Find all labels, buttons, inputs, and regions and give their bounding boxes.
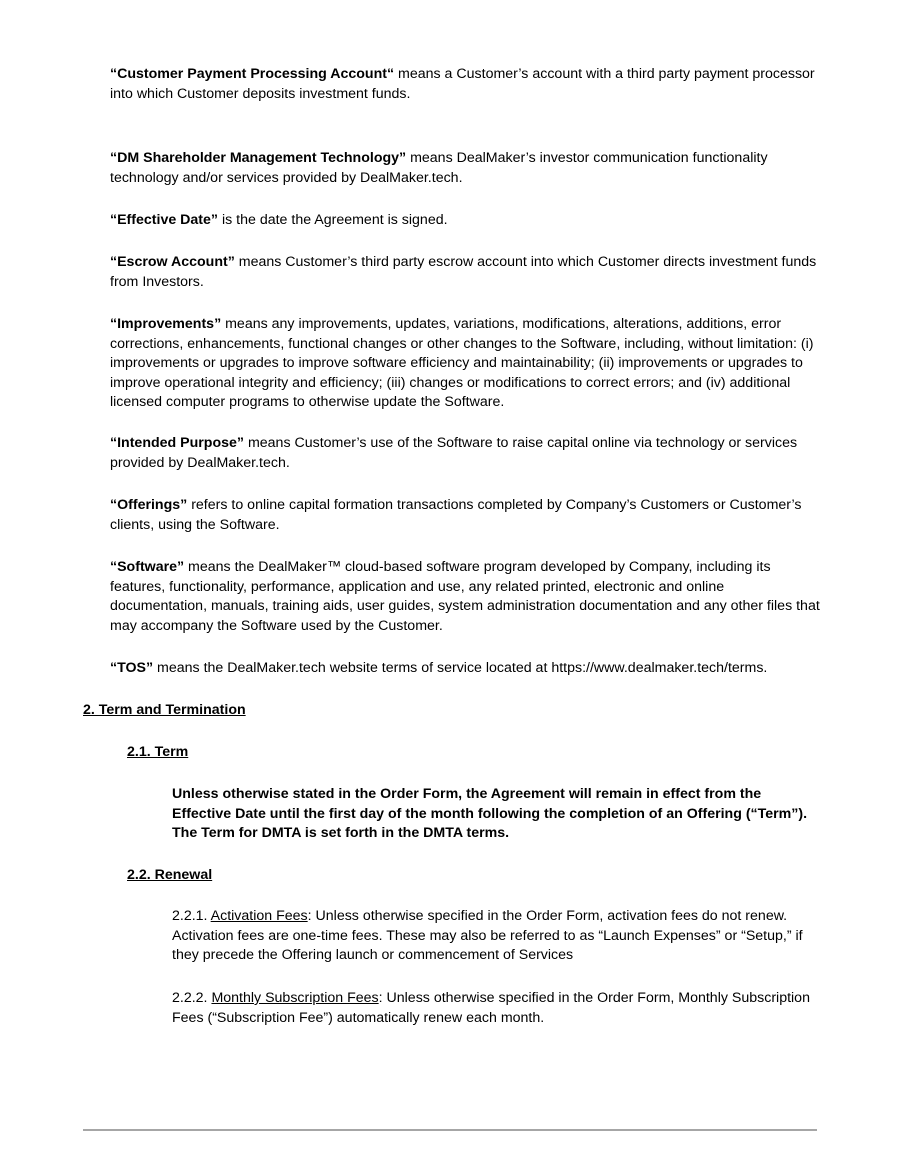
definition-term: “TOS” — [110, 660, 154, 676]
definition-intended-purpose — [110, 434, 822, 473]
definition-term: “Intended Purpose” — [110, 435, 245, 451]
definition-term: “Customer Payment Processing Account“ — [110, 66, 395, 82]
definition-text: means DealMaker’s investor communication functionality technology and/or services provided by DealMaker.tech. — [110, 150, 768, 186]
definition-offerings — [110, 496, 822, 535]
subsection-heading-term: 2.1. Term — [127, 744, 189, 760]
footer-divider — [83, 1129, 817, 1131]
definition-term: “Improvements” — [110, 316, 222, 332]
clause-number: 2.2.1. — [172, 908, 211, 924]
definition-effective-date — [110, 211, 822, 231]
definition-text: means any improvements, updates, variations, modifications, alterations, additions, error corrections, enhancements, functional changes or other changes to the Software, including, without limitation: (i) improvements or upgrades to improve software efficiency and maintainability; (ii) improvements or upgrades to improve operational integrity and efficiency; (iii) changes or modifications to correct errors; and (iv) additional licensed computer programs to otherwise update the Software. — [110, 316, 814, 410]
definition-escrow-account — [110, 253, 822, 292]
definition-text: means a Customer’s account with a third party payment processor into which Customer deposits investment funds. — [110, 66, 815, 102]
definition-text: refers to online capital formation transactions completed by Company’s Customers or Customer’s clients, using the Software. — [110, 497, 802, 533]
definition-text: means Customer’s third party escrow account into which Customer directs investment funds from Investors. — [110, 254, 817, 290]
definition-dm-shareholder-management-technology — [110, 149, 822, 188]
subsection-heading-renewal: 2.2. Renewal — [127, 867, 213, 883]
clause-number: 2.2.2. — [172, 990, 212, 1006]
definition-text: means the DealMaker™ cloud-based software program developed by Company, including its features, functionality, performance, application and use, any related printed, electronic and online documentation, manuals, training aids, user guides, system administration documentation and any other files that may accompany the Software used by the Customer. — [110, 559, 820, 634]
definition-term: “Effective Date” — [110, 212, 219, 228]
definition-tos — [110, 659, 822, 679]
definition-text: means Customer’s use of the Software to raise capital online via technology or services provided by DealMaker.tech. — [110, 435, 798, 471]
definition-text: means the DealMaker.tech website terms of service located at https://www.dealmaker.tech/terms. — [153, 660, 768, 676]
definition-text: is the date the Agreement is signed. — [218, 212, 448, 228]
clause-label: Monthly Subscription Fees — [211, 990, 379, 1006]
definition-term: “DM Shareholder Management Technology” — [110, 150, 407, 166]
definition-improvements — [110, 315, 822, 413]
clause-monthly-subscription-fees — [172, 989, 827, 1028]
section-heading-term-and-termination: 2. Term and Termination — [83, 702, 246, 718]
clause-text: : Unless otherwise specified in the Order Form, activation fees do not renew. Activation fees are one-time fees. These may also be referred to as “Launch Expenses” or “Setup,” if they precede the Offering launch or commencement of Services — [172, 908, 803, 963]
definition-customer-payment-processing-account — [110, 65, 822, 104]
term-clause: Unless otherwise stated in the Order Form, the Agreement will remain in effect from the Effective Date until the first day of the month following the completion of an Offering (“Term”). The Term for DMTA is set forth in the DMTA terms. — [172, 786, 808, 841]
definition-term: “Software” — [110, 559, 185, 575]
definition-term: “Escrow Account” — [110, 254, 235, 270]
clause-label: Activation Fees — [210, 908, 308, 924]
clause-activation-fees — [172, 907, 827, 966]
definition-term: “Offerings” — [110, 497, 188, 513]
clause-text: : Unless otherwise specified in the Order Form, Monthly Subscription Fees (“Subscription Fee”) automatically renew each month. — [172, 990, 810, 1026]
definition-software — [110, 558, 822, 636]
